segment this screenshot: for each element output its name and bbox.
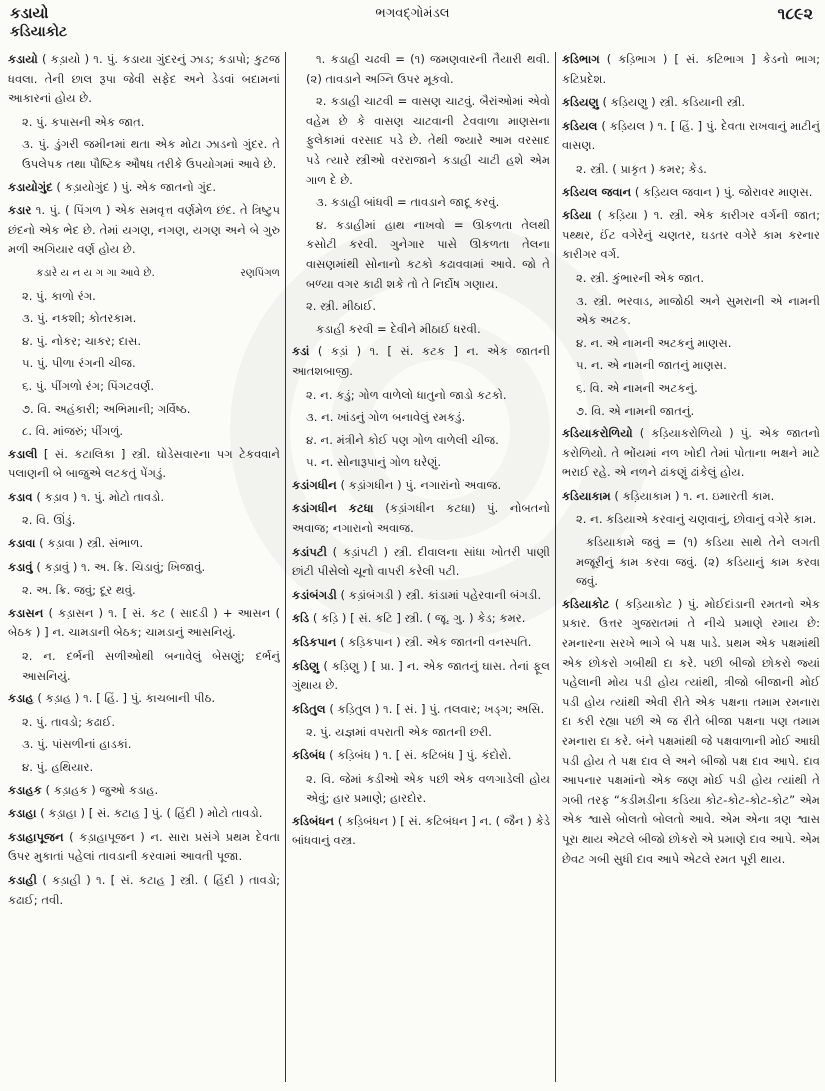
entry-headword: કડિયલ જવાન (562, 184, 632, 199)
entry-definition: ( કડ઼િયલ જવાન ) પું. જોરાવર માણસ. (634, 184, 813, 199)
citation-source: રણપિંગળ (240, 266, 280, 279)
dictionary-entry (8, 828, 280, 867)
column-divider (555, 52, 556, 1082)
entry-headword: કડાવ (8, 489, 33, 504)
guide-word-first: કડાયો (10, 4, 49, 22)
entry-idiom: ૪. કડાહીમાં હાથ નાખવો = ઊકળતા તેલથી કસોટી કરવી. ગુનેગાર પાસે ઊકળતા તેલના વાસણમાંથી સોનાનો કટકો કઢાવવામાં આવે. જો તે બળ્યા વગર કાઢી શકે તો તે નિર્દોષ ગણાય. (306, 217, 550, 291)
entry-sense: ૮. વિ. માંજરું; પીંગળું. (22, 424, 124, 439)
entry-headword: કડાહા (8, 806, 37, 821)
entry-definition: [ સં. કટાલિકા ] સ્ત્રી. ઘોડેસવારના પગ ટેકવવાને પલાણની બે બાજુએ લટકતું પેંગડું. (8, 446, 280, 481)
entry-headword: કડિભાગ (562, 52, 600, 66)
entry-definition: ( કડ઼િબંધન ) [ સં. કટિબંધન ] ન. ( જૈન ) કેડે બાંધવાનું વસ્ત્ર. (292, 813, 550, 848)
entry-sense: ૨. પું. યજ્ઞમાં વપરાતી એક જાતની છરી. (306, 725, 492, 740)
dictionary-entry (562, 424, 820, 483)
entry-headword: કડિયણુ (562, 95, 599, 110)
entry-sense: ૩. ન. ખાંડનું ગોળ બનાવેલું રમકડું. (306, 410, 466, 425)
entry-definition: ( કડ઼િભાગ ) [ સં. કટિભાગ ] કેડનો ભાગ; કટિપ્રદેશ. (562, 52, 820, 86)
entry-headword: કડાહ (8, 691, 34, 706)
entry-definition: (કડ઼ાંગધીન કટધા) પું. નોબતનો અવાજ; નગારાનો અવાજ. (292, 501, 550, 536)
entry-sense: ૨. ન. દર્ભની સળીઓથી બનાવેલું બેસણું; દર્ભનું આસનિયું. (22, 649, 280, 683)
entry-definition: ( કડ઼િયાકામ ) ૧. ન. ઇમારતી કામ. (614, 488, 775, 503)
entry-sense: ૨. પું. તાવડો; કઢાઈ. (22, 714, 116, 729)
entry-sense: ૨. સ્ત્રી. ( પ્રાકૃત ) કમર; કેડ. (576, 161, 707, 176)
entry-sense: ૨. સ્ત્રી. કુંભારની એક જાત. (576, 270, 705, 285)
entry-sense: ૫. ન. સોનારૂપાનું ગોળ ઘરેણું. (306, 455, 442, 470)
dictionary-entry (562, 595, 820, 869)
entry-sense: ૨. વિ. જેમાં કડીઓ એક પછી એક વળગાડેલી હોય એવું; હાર પ્રમાણે; હારદોર. (306, 771, 550, 806)
entry-definition: ( કડ઼િ ) [ સં. કટિ ] સ્ત્રી. ( જૂ. ગુ. ) કેડ; કમર. (312, 611, 526, 626)
dictionary-entry (562, 206, 820, 265)
entry-sense: ૩. સ્ત્રી. ભરવાડ, માજોઠી અને સુમરાની એ નામની એક અટક. (576, 293, 820, 328)
entry-headword: કડાંપટી (292, 544, 327, 559)
dictionary-entry (562, 50, 820, 89)
entry-headword: કડાયોગુંદ (8, 179, 53, 194)
entry-definition: ( કડ઼ાહ ) ૧. [ હિં. ] પું. કાચબાની પીઠ. (37, 691, 216, 706)
dictionary-entry (8, 445, 280, 484)
entry-headword: કડાસન (8, 605, 44, 620)
entry-definition: ( કડ઼ાસન ) ૧. [ સં. કટ ( સાદડી ) + આસન ( બેઠક ) ] ન. ચામડાની બેઠક; ચામડાનું આસનિયું. (8, 605, 280, 640)
entry-definition: ( કડ઼ાવું ) ૧. અ. ક્રિ. ચિડાવું; ખિજાવું. (36, 559, 206, 574)
dictionary-entry (8, 558, 280, 578)
entry-headword: કડાંગધીન કટધા (292, 501, 374, 516)
dictionary-entry (562, 117, 820, 156)
entry-headword: કડાહક (8, 782, 42, 797)
dictionary-entry (8, 804, 280, 824)
column-2 (292, 50, 550, 1085)
entry-definition: ( કડ઼ાહી ) ૧. [ સં. કટાહ ] સ્ત્રી. ( હિંદી ) તાવડો; કઢાઈ; તવી. (8, 872, 280, 907)
dictionary-entry (8, 50, 280, 109)
entry-headword: કડાયો (8, 52, 38, 66)
entry-sense: ૨. અ. ક્રિ. જવું; દૂર થવું. (22, 583, 136, 598)
entry-sense: ૫. પું. પીળા રંગની ચીજ. (22, 356, 136, 371)
entry-idiom: ૧. કડાહી ચઢવી = (૧) જમણવારની તૈયારી થવી. (૨) તાવડાને અગ્નિ ઉપર મૂકવો. (306, 52, 550, 86)
entry-definition: ( કડ઼ાહાપૂજન ) ન. સારા પ્રસંગે પ્રથમ દેવતા ઉપર મુકાતાં પહેલાં તાવડાની કરવામાં આવતી પૂજા. (8, 829, 280, 864)
dictionary-entry (292, 812, 550, 851)
entry-sense: ૫. ન. એ નામની જાતનું માણસ. (576, 358, 727, 373)
entry-sense: ૨. ન. કડિયાએ કરવાનું ચણવાનું, છોવાનું વગેરે કામ. (576, 512, 817, 527)
entry-idiom: ૨. કડાહી ચાટવી = વાસણ ચાટવું. બૈરાંઓમાં એવો વહેમ છે કે વાસણ ચાટવાની ટેવવાળા માણસના ફુલેકામાં વરસાદ પડે છે. તેથી જ્યારે આમ વરસાદ પડે ત્યારે સ્ત્રીઓ વરરાજાને કડાહી ચાટી હશે એમ ગાળ દે છે. (306, 94, 550, 187)
entry-sense: ૨. વિ. ઊંડું. (22, 513, 76, 528)
entry-sense: ૬. પું. પીંગળો રંગ; પિંગટવર્ણ. (22, 378, 155, 393)
entry-headword: કડિકપાન (292, 635, 337, 650)
page-number: ૧૮૯૨ (777, 4, 813, 23)
entry-definition: ( કડ઼િબંધ ) ૧. [ સં. કટિબંધ ] પું. કંદોરો. (329, 748, 512, 762)
dictionary-entry (8, 604, 280, 643)
entry-headword: કડિતુલ (292, 701, 326, 716)
entry-sense: ૩. પું. નકશી; કોતરકામ. (22, 311, 137, 326)
entry-idiom: કડાહી કરવી = દેવીને મીઠાઈ ધરવી. (316, 321, 481, 336)
citation-text: કડારે ય ન ય ગ ગા આવે છે. (36, 266, 155, 279)
entry-headword: કડિયા (562, 208, 592, 223)
entry-sense: ૨. સ્ત્રી. મીઠાઈ. (306, 299, 377, 314)
dictionary-entry (292, 586, 550, 606)
entry-definition: ( કડ઼િયણુ ) સ્ત્રી. કડિયાની સ્ત્રી. (602, 95, 746, 110)
dictionary-entry (8, 871, 280, 910)
entry-sense: ૨. પું. કપાસની એક જાત. (22, 114, 145, 129)
dictionary-entry (292, 700, 550, 720)
entry-sense: ૭. વિ. એ નામની જાતનું. (576, 403, 695, 418)
entry-citation (8, 264, 280, 284)
entry-sense: ૨. પું. કાળો રંગ. (22, 288, 96, 303)
entry-definition: ( કડ઼ાંગધીન ) પું. નગારાંનો અવાજ. (340, 477, 502, 492)
entry-headword: કડિણુ (292, 658, 320, 673)
entry-definition: ( કડ઼ાયોગુંદ ) પું. એક જાતનો ગુંદ. (56, 179, 217, 194)
entry-headword: કડાર (8, 203, 32, 218)
entry-headword: કડાહી (8, 872, 37, 887)
entry-definition: ( કડ઼ાંપટી ) સ્ત્રી. દીવાલના સાંધા ખોતરી પાણી છાંટી પીસેલો ચૂનો વાપરી કરેલી પટી. (292, 544, 550, 579)
entry-definition: ( કડ઼ાં ) ૧. [ સં. કટક ] ન. એક જાતની આતશબાજી. (292, 344, 550, 378)
column-3 (562, 50, 820, 1085)
dictionary-entry (292, 543, 550, 582)
entry-definition: ( કડ઼ાયો ) ૧. પું. કડાયા ગુંદરનું ઝાડ; કડાપો; કુટજ ધવલા. તેની છાલ રૂપા જેવી સફેદ અને ડેડવાં બદામનાં આકારનાં હોય છે. (8, 52, 280, 106)
entry-sense: ૬. વિ. એ નામની અટકનું. (576, 380, 698, 395)
entry-definition: ( કડ઼િયા ) ૧. સ્ત્રી. એક કારીગર વર્ગની જાત; પથ્થર, ઈંટ વગેરેનું ચણતર, ઘડતર વગેરે કામ કરનાર કારીગર વર્ગ. (562, 208, 820, 262)
entry-headword: કડાવા (8, 536, 36, 551)
column-1 (8, 50, 280, 1085)
entry-headword: કડિયલ (562, 118, 598, 133)
dictionary-entry (8, 534, 280, 554)
entry-headword: કડાહાપૂજન (8, 829, 64, 844)
entry-sense: ૪. ન. મંત્રીને કોઈ પણ ગોળ વાળેલી ચીજ. (306, 432, 499, 447)
dictionary-entry (292, 499, 550, 538)
dictionary-entry (292, 476, 550, 496)
entry-definition: ( કડ઼ાહક ) જુઓ કડાહ. (45, 782, 159, 797)
dictionary-entry (8, 178, 280, 198)
dictionary-entry (562, 93, 820, 113)
entry-definition: ( કડ઼ાંબંગડી ) સ્ત્રી. કાંડામાં પહેરવાની બંગડી. (340, 587, 542, 602)
entry-sense: ૩. પું. ડુંગરી જમીનમાં થતા એક મોટા ઝાડનો ગુંદર. તે ઉપલેપક તથા પૌષ્ટિક ઔષધ તરીકે ઉપયોગમાં આવે છે. (22, 137, 280, 171)
entry-definition: ( કડ઼િયલ ) ૧. [ હિં. ] પું. દેવતા રાખવાનું માટીનું વાસણ. (562, 118, 820, 153)
book-title: ભગવદ્ગોમંડલ (375, 6, 450, 21)
entry-headword: કડિબંધન (292, 813, 335, 828)
entry-sense: ૭. વિ. અહંકારી; અભિમાની; ગર્વિષ્ઠ. (22, 401, 191, 416)
dictionary-entry (8, 781, 280, 801)
page-header (0, 0, 825, 50)
entry-definition: ( કડ઼ાવ ) ૧. પું. મોટો તાવડો. (36, 489, 165, 504)
entry-headword: કડિબંધ (292, 748, 326, 762)
entry-sense: ૪. પું. નોકર; ચાકર; દાસ. (22, 333, 142, 348)
entry-sense: ૪. પું. હથિયાર. (22, 760, 94, 774)
column-divider (285, 52, 286, 1082)
dictionary-entry (8, 201, 280, 260)
guide-word-last: કડિયાકોટ (10, 24, 68, 40)
entry-sense: ૪. ન. એ નામની અટકનું માણસ. (576, 335, 732, 350)
entry-idiom: કડિયાકામે જવું = (૧) કડિયા સાથે તેને લગતી મજૂરીનું કામ કરવા જવું. (૨) કડિયાનું કામ કરવા જવું. (576, 535, 820, 589)
entry-headword: કડાં (292, 344, 310, 359)
dictionary-entry (292, 609, 550, 629)
dictionary-entry (292, 342, 550, 381)
entry-definition: ( કડ઼ાવા ) સ્ત્રી. સંભાળ. (39, 536, 144, 551)
entry-headword: કડિયાકોટ (562, 596, 610, 611)
entry-sense: ૨. ન. કડું; ગોળ વાળેલો ધાતુનો જાડો કટકો. (306, 387, 507, 402)
entry-headword: કડિ (292, 611, 310, 626)
dictionary-entry (292, 633, 550, 653)
entry-sense: ૩. પું. પાંસળીનાં હાડકાં. (22, 737, 132, 752)
entry-definition: ( કડ઼િયાકરોળિયો ) પું. એક જાતનો કરોળિયો. તે ભોંયમાં નળ ખોદી તેમાં પોતાના ભક્ષને માટે ભરાઈ રહે. એ નળને ઢાંકણું ઢાંકેલું હોય. (562, 426, 820, 480)
dictionary-entry (8, 488, 280, 508)
entry-idiom: ૩. કડાહી બાંધવી = તાવડાને જાદૂ કરવું. (316, 195, 500, 210)
entry-definition: ( કડ઼િકપાન ) સ્ત્રી. એક જાતની વનસ્પતિ. (340, 635, 532, 650)
entry-definition: ( કડ઼િયાકોટ ) પું. મોઈદાંડાની રમતનો એક પ્રકાર. ઉત્તર ગુજરાતમાં તે નીચે પ્રમાણે રમાય છે: રમનારના સરખે ભાગે બે પક્ષ પાડે. પ્રથમ એક પક્ષમાંથી એક છોકરો ગબીથી દા કરે. પછી બીજો છોકરો જ્યાં પહેલાની મોય પડી હોય ત્યાંથી, ત્રીજો બીજાની મોઈ પડી હોય ત્યાંથી એવી રીતે એક પક્ષના તમામ રમનારા દા કરી રહ્યા પછી એ જ રીતે બીજા પક્ષના પણ તમામ રમનારા દા કરે. બંને પક્ષમાંથી જે પક્ષવાળાની મોઈ આઘી પડી હોય તે પક્ષ દાવ લે અને બીજો પક્ષ દાવ આપે. દાવ આપનાર પક્ષમાંનો એક જણ મોઈ પડી હોય ત્યાંથી તે ગબી તરફ “કડીમડીના કડિયા કોટ-કોટ-કોટ-કોટ” એમ એક શ્વાસે બોલતો બોલતો આવે. એમ એના ત્રણ શ્વાસ પૂરા થાય એટલે બીજો છોકરો એ પ્રમાણે દાવ આપે. એમ છેવટ ગબી સુધી દાવ આપે એટલે રમત પૂરી થાય. (562, 596, 820, 866)
entry-definition: ( કડ઼ાહા ) [ સં. કટાહ ] પું. ( હિંદી ) મોટો તાવડો. (40, 806, 263, 821)
entry-headword: કડિયાકામ (562, 488, 611, 503)
entry-definition: ( કડ઼િતુલ ) ૧. [ સં. ] પું. તલવાર; ખડ્ગ; અસિ. (329, 701, 545, 716)
dictionary-entry (8, 689, 280, 709)
entry-headword: કડાંગધીન (292, 477, 337, 492)
dictionary-entry (292, 746, 550, 766)
dictionary-entry (292, 657, 550, 696)
entry-definition: ( કડ઼િણુ ) [ પ્રા. ] ન. એક જાતનું ઘાસ. તેનાં ફૂલ ગુંથાય છે. (292, 658, 550, 693)
entry-definition: ૧. પું. ( પિંગળ ) એક સમવૃત્ત વર્ણમેળ છંદ. તે ત્રિષ્ટુપ છંદનો એક ભેદ છે. તેમાં યગણ, નગણ, યગણ અને બે ગુરુ મળી અગિયાર વર્ણ હોય છે. (8, 203, 280, 257)
entry-headword: કડાંબંગડી (292, 587, 337, 602)
entry-headword: કડાવું (8, 559, 33, 574)
entry-headword: કડાલી (8, 446, 38, 461)
entry-headword: કડિયાકરોળિયો (562, 426, 633, 441)
dictionary-entry (562, 183, 820, 203)
dictionary-entry (562, 487, 820, 507)
